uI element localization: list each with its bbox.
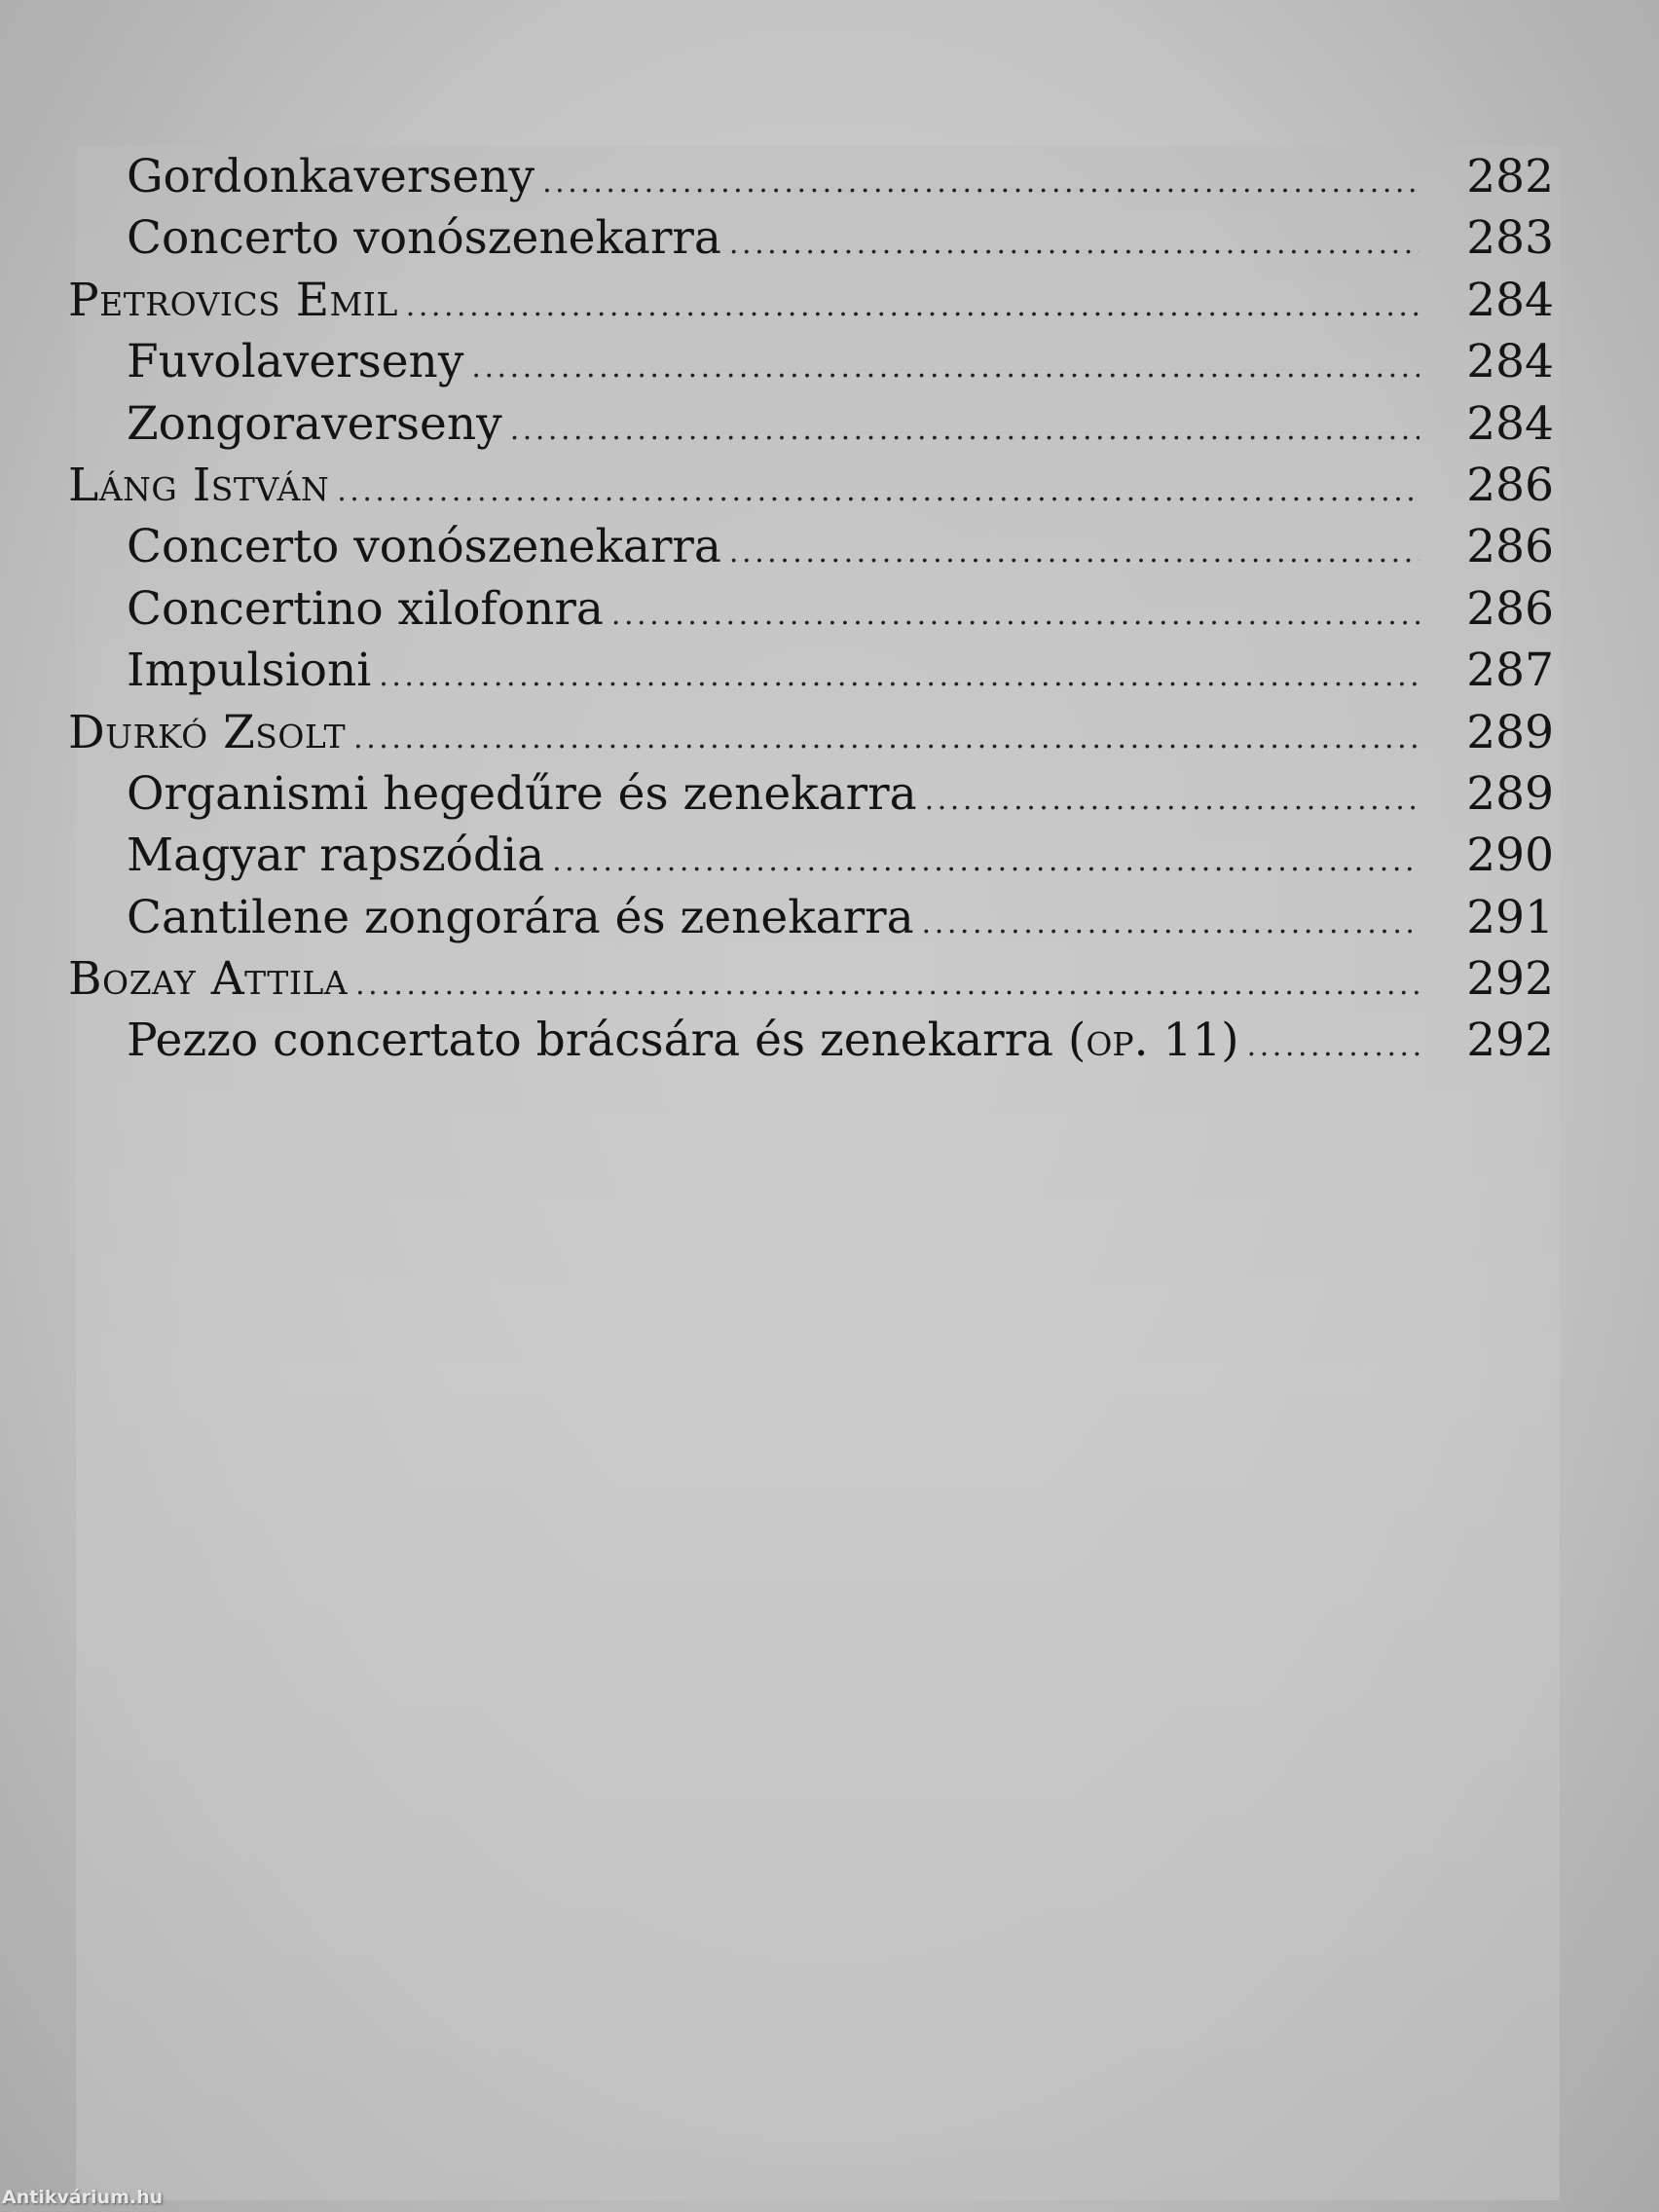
entry-title	[68, 516, 721, 577]
toc-work-entry	[68, 578, 1554, 640]
entry-title-text: Concertino xilofonra	[127, 581, 604, 636]
dot-leader	[922, 893, 1419, 954]
page-number: 286	[1466, 520, 1554, 574]
entry-title-text: Durkó Zsolt	[68, 705, 347, 759]
entry-title	[68, 640, 371, 701]
toc-work-entry	[68, 516, 1554, 577]
toc-work-entry	[68, 207, 1554, 269]
entry-title	[68, 948, 348, 1010]
entry-title	[68, 270, 398, 331]
page-number: 284	[1466, 273, 1554, 327]
dot-leader	[379, 645, 1419, 707]
dot-leader	[471, 337, 1419, 398]
opus-number: (op. 11)	[1068, 1014, 1239, 1068]
entry-title-text: Organismi hegedűre és zenekarra	[127, 766, 917, 821]
entry-title-text: Láng István	[68, 458, 330, 512]
toc-work-entry	[68, 887, 1554, 948]
toc-work-entry	[68, 640, 1554, 701]
entry-title	[68, 702, 346, 763]
dot-leader	[552, 830, 1419, 892]
entry-title	[68, 1010, 1239, 1071]
page-number: 290	[1466, 829, 1554, 883]
toc-work-entry	[68, 331, 1554, 392]
page-number: 289	[1466, 705, 1554, 759]
dot-leader	[510, 399, 1419, 461]
dot-leader	[729, 522, 1419, 583]
entry-title	[68, 455, 329, 516]
entry-title	[68, 887, 914, 948]
toc-composer-entry	[68, 702, 1554, 763]
entry-title	[68, 331, 463, 392]
page-number: 286	[1466, 581, 1554, 636]
entry-title-text: Pezzo concertato brácsára és zenekarra	[127, 1014, 1054, 1068]
entry-title-text: Concerto vonószenekarra	[127, 520, 721, 574]
entry-title-text: Fuvolaverseny	[127, 335, 464, 389]
page-number: 283	[1466, 211, 1554, 266]
entry-title-text: Magyar rapszódia	[127, 829, 545, 883]
page-number: 284	[1466, 396, 1554, 451]
toc-composer-entry	[68, 948, 1554, 1010]
page-number: 292	[1466, 952, 1554, 1007]
page-number: 282	[1466, 150, 1554, 203]
dot-leader	[542, 152, 1419, 213]
toc-work-entry	[68, 763, 1554, 825]
toc-composer-entry	[68, 455, 1554, 516]
page-number: 292	[1466, 1014, 1554, 1068]
dot-leader	[611, 584, 1419, 645]
dot-leader	[355, 954, 1419, 1015]
page-number: 289	[1466, 766, 1554, 821]
dot-leader	[353, 708, 1419, 769]
entry-title	[68, 146, 535, 207]
toc-composer-entry	[68, 270, 1554, 331]
entry-title	[68, 825, 544, 886]
toc-work-entry	[68, 1010, 1554, 1071]
entry-title-text: Impulsioni	[127, 644, 372, 698]
entry-title	[68, 393, 502, 455]
entry-title-text: Concerto vonószenekarra	[127, 211, 721, 266]
dot-leader	[729, 213, 1419, 275]
page-number: 284	[1466, 335, 1554, 389]
entry-title-text: Cantilene zongorára és zenekarra	[127, 890, 914, 944]
watermark: Antikvárium.hu	[2, 2187, 164, 2208]
dot-leader	[406, 276, 1419, 337]
entry-title-text: Gordonkaverseny	[127, 150, 535, 203]
dot-leader	[337, 461, 1419, 522]
dot-leader	[1247, 1015, 1419, 1077]
page-number: 291	[1466, 890, 1554, 944]
entry-title	[68, 763, 917, 825]
entry-title-text: Zongoraverseny	[127, 396, 502, 451]
entry-title	[68, 578, 604, 640]
entry-title-text: Bozay Attila	[68, 952, 349, 1007]
entry-title	[68, 207, 721, 269]
toc-work-entry	[68, 393, 1554, 455]
entry-title-text: Petrovics Emil	[68, 273, 398, 327]
dot-leader	[925, 769, 1419, 830]
toc-work-entry	[68, 146, 1554, 207]
toc-work-entry	[68, 825, 1554, 886]
page-number: 287	[1466, 644, 1554, 698]
page-number: 286	[1466, 458, 1554, 512]
table-of-contents	[68, 146, 1554, 1072]
